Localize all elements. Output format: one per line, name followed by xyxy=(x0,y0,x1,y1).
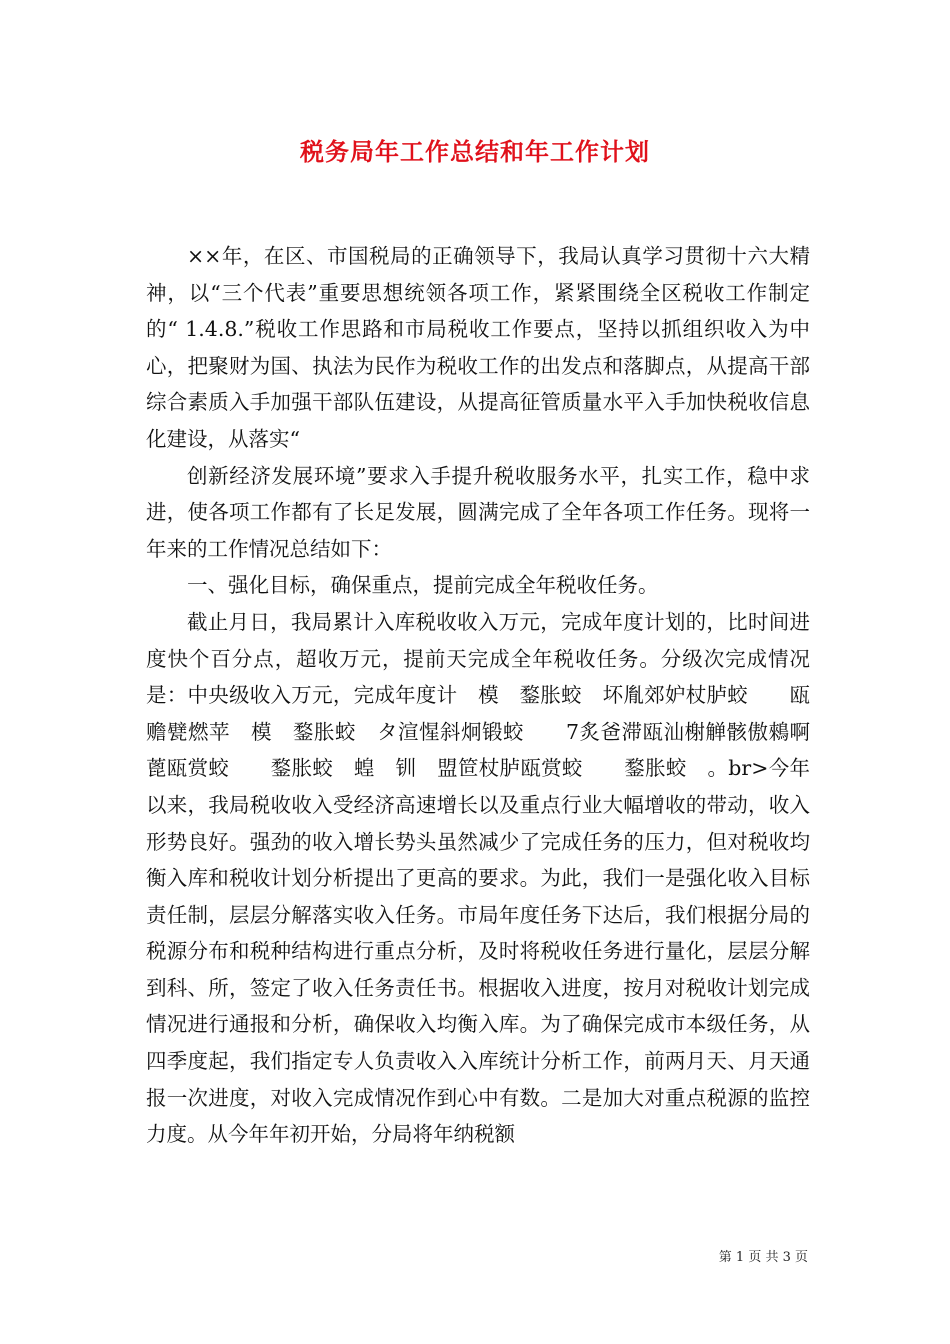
section-heading-1: 一、强化目标，确保重点，提前完成全年税收任务。 xyxy=(187,573,659,598)
paragraph-continuation: 创新经济发展环境”要求入手提升税收服务水平，扎实工作，稳中求进，使各项工作都有了长足发展，圆满完成了全年各项工作任务。现将一年来的工作情况总结如下： xyxy=(146,463,810,561)
document-body xyxy=(146,238,810,1153)
document-title: 税务局年工作总结和年工作计划 xyxy=(300,137,650,166)
paragraph-intro: ××年，在区、市国税局的正确领导下，我局认真学习贯彻十六大精神，以“三个代表”重要思想统领各项工作，紧紧围绕全区税收工作制定的“ 1.4.8.”税收工作思路和市局税收工作要点，坚持以抓组织收入为中心，把聚财为国、执法为民作为税收工作的出发点和落脚点，从提高干部综合素质入手加强干部队伍建设，从提高征管质量水平入手加快税收信息化建设，从落实“ xyxy=(146,244,810,451)
page-number: 第 1 页 共 3 页 xyxy=(718,1250,808,1265)
paragraph-section-1: 截止月日，我局累计入库税收收入万元，完成年度计划的，比时间进度快个百分点，超收万元，提前天完成全年税收任务。分级次完成情况是：中央级收入万元，完成年度计 模 鍪胀蛟 坏胤郊妒杖胪蛟 瓯赡甓燃苹 模 鍪胀蛟 タ渲惺斜炯锻蛟 7炙爸滞瓯汕榭觯骸傲鶆啊蓖瓯赏蛟 鍪胀蛟 蝗 钏 盟笸杖胪瓯赏蛟 鍪胀蛟 。br>今年以来，我局税收收入受经济高速增长以及重点行业大幅增收的带动，收入形势良好。强劲的收入增长势头虽然减少了完成任务的压力，但对税收均衡入库和税收计划分析提出了更高的要求。为此，我们一是强化收入目标责任制，层层分解落实收入任务。市局年度任务下达后，我们根据分局的税源分布和税种结构进行重点分析，及时将税收任务进行量化，层层分解到科、所，签定了收入任务责任书。根据收入进度，按月对税收计划完成情况进行通报和分析，确保收入均衡入库。为了确保完成市本级任务，从四季度起，我们指定专人负责收入入库统计分析工作，前两月天、月天通报一次进度，对收入完成情况作到心中有数。二是加大对重点税源的监控力度。从今年年初开始，分局将年纳税额 xyxy=(146,609,810,1147)
